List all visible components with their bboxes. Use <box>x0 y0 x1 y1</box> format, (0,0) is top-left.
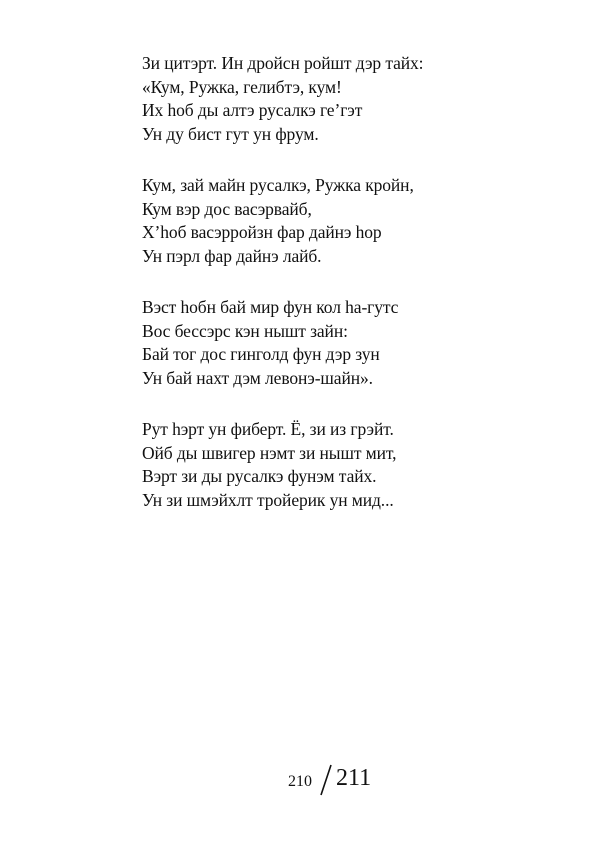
current-page-number: 210 <box>288 773 312 790</box>
poem-line: «Кум, Ружка, гелибтэ, кум! <box>142 76 342 97</box>
poem-line: Ойб ды швигер нэмт зи нышт мит, <box>142 442 397 463</box>
stanza-2 <box>142 174 562 268</box>
poem-line: Вэрт зи ды русалкэ фунэм тайх. <box>142 466 377 486</box>
poem-line: Вос бессэрс кэн нышт зайн: <box>142 320 348 341</box>
poem-line: Зи цитэрт. Ин дройсн ройшт дэр тайх: <box>142 53 424 73</box>
stanza-3 <box>142 296 562 390</box>
poem-text <box>142 52 562 540</box>
stanza-4 <box>142 418 562 512</box>
poem-line: Кум вэр дос васэрвайб, <box>142 198 312 219</box>
stanza-1 <box>142 52 562 146</box>
poem-line: Х’hоб васэрройзн фар дайнэ hор <box>142 222 382 242</box>
poem-line: Бай тог дос гинголд фун дэр зун <box>142 344 380 364</box>
poem-line: Кум, зай майн русалкэ, Ружка кройн, <box>142 175 414 195</box>
poem-line: Их hоб ды алтэ русалкэ ге’гэт <box>142 100 363 120</box>
poem-line: Ун зи шмэйхлт тройерик ун мид... <box>142 489 394 510</box>
page-number <box>288 760 408 800</box>
poem-line: Вэст hобн бай мир фун кол hа-гутс <box>142 297 399 317</box>
poem-line: Рут hэрт ун фиберт. Ё, зи из грэйт. <box>142 419 394 439</box>
page-separator-slash <box>320 764 332 796</box>
poem-line: Ун пэрл фар дайнэ лайб. <box>142 245 322 266</box>
total-pages-number: 211 <box>336 765 372 791</box>
poem-line: Ун бай нахт дэм левонэ-шайн». <box>142 367 373 388</box>
poem-line: Ун ду бист гут ун фрум. <box>142 123 319 144</box>
